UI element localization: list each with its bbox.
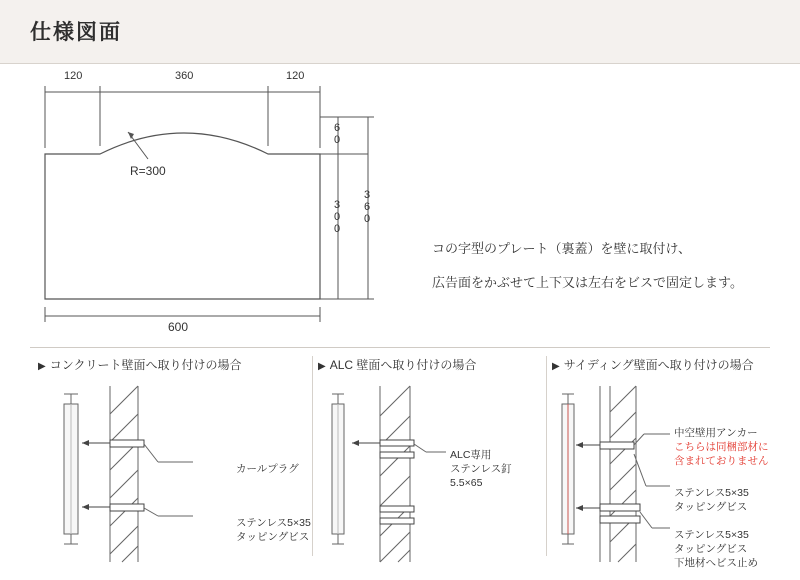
note-siding-screw-1b: タッピングビス (674, 501, 748, 513)
radius-label: R=300 (130, 164, 166, 178)
note-siding-screw-1a: ステンレス5×35 (674, 487, 749, 499)
note-concrete-plug: カールプラグ (236, 463, 299, 475)
panel-siding (552, 356, 797, 571)
panel-siding-title: ▶ サイディング壁面へ取り付けの場合 (552, 358, 754, 372)
panel-alc-diagram (318, 382, 548, 567)
triangle-bullet-icon: ▶ (552, 361, 560, 372)
panel-alc (318, 356, 548, 571)
triangle-bullet-icon: ▶ (318, 361, 326, 372)
description-line-2: 広告面をかぶせて上下又は左右をビスで固定します。 (432, 275, 743, 290)
note-siding-screw-2a: ステンレス5×35 (674, 529, 749, 541)
panel-concrete-title: ▶ コンクリート壁面へ取り付けの場合 (38, 358, 242, 372)
note-concrete-screw-1: ステンレス5×35 (236, 517, 311, 529)
note-alc-1: ALC専用 (450, 449, 492, 461)
main-drawing-area (0, 64, 800, 344)
page-header (0, 0, 800, 64)
description-block (432, 232, 743, 300)
dim-right-300: 300 (331, 199, 343, 235)
note-siding-warning-1: こちらは同梱部材に (674, 441, 769, 453)
description-line-1: コの字型のプレート（裏蓋）を壁に取付け、 (432, 241, 691, 256)
panel-concrete (38, 356, 311, 571)
dim-top-right: 120 (286, 70, 305, 82)
triangle-bullet-icon: ▶ (38, 361, 46, 372)
dim-top-left: 120 (64, 70, 83, 82)
section-divider (30, 347, 770, 348)
note-siding-anchor: 中空壁用アンカー (674, 427, 758, 439)
panel-divider-1 (312, 356, 313, 556)
note-siding-screw-2c: 下地材へビス止め (674, 557, 758, 569)
note-concrete-screw-2: タッピングビス (236, 531, 310, 543)
note-alc-3: 5.5×65 (450, 477, 483, 489)
plate-outline-drawing (0, 64, 800, 344)
dim-top-center: 360 (175, 70, 194, 82)
dim-bottom-600: 600 (168, 320, 189, 334)
note-siding-screw-2b: タッピングビス (674, 543, 748, 555)
dim-right-60: 60 (331, 122, 343, 146)
note-siding-warning-2: 含まれておりません (674, 455, 769, 467)
dim-right-360: 360 (361, 189, 373, 225)
page-title: 仕様図面 (30, 21, 122, 44)
note-alc-2: ステンレス釘 (450, 463, 512, 475)
panel-alc-title: ▶ ALC 壁面へ取り付けの場合 (318, 358, 477, 372)
